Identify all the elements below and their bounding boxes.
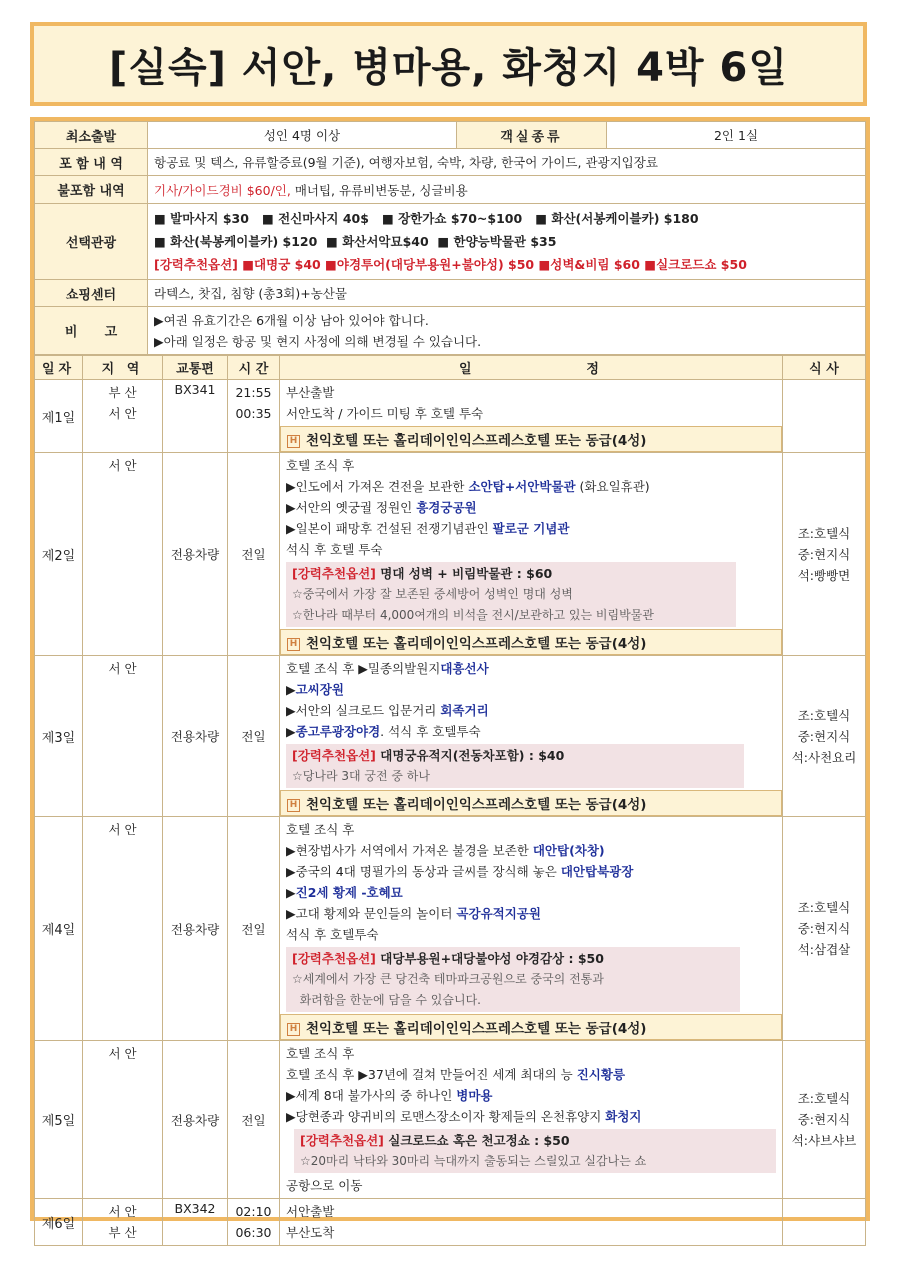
- day-label: 제4일: [35, 817, 83, 1041]
- excluded-rest-text: 매너팁, 유류비변동분, 싱글비용: [290, 182, 468, 198]
- min-departure-label: 최소출발: [35, 122, 148, 149]
- day-label: 제5일: [35, 1041, 83, 1199]
- schedule-cell: [280, 817, 783, 1041]
- schedule-line: [286, 903, 776, 924]
- text: ▶세계 8대 불가사의 중 하나인: [286, 1088, 457, 1103]
- region-cell: [83, 380, 163, 453]
- meal-dinner: 석:빵빵면: [797, 567, 851, 583]
- hotel-text: 천익호텔 또는 홀리데이인익스프레스호텔 또는 동급(4성): [306, 433, 647, 449]
- transport-cell: BX342: [163, 1199, 228, 1246]
- time-cell: [228, 1199, 280, 1246]
- text: (화요일휴관): [575, 479, 650, 494]
- option-tag: [강력추천옵션]: [292, 566, 376, 581]
- text: ▶서안의 실크로드 입문거리: [286, 703, 441, 718]
- schedule-cell: [280, 1041, 783, 1199]
- place-name: 소안탑+서안박물관: [468, 479, 576, 494]
- shopping-label: 쇼핑센터: [35, 280, 148, 307]
- schedule-cell: [280, 453, 783, 656]
- min-departure-value: 성인 4명 이상: [148, 122, 457, 149]
- place-name: 고씨장원: [295, 682, 344, 697]
- option-box: [294, 1129, 776, 1173]
- option-tag: [강력추천옵션]: [300, 1133, 384, 1148]
- excluded-red-text: 기사/가이드경비 $60/인,: [154, 182, 291, 198]
- region-from: 서 안: [108, 1204, 137, 1219]
- day-row-2: [35, 453, 866, 656]
- optional-line-3: [강력추천옵션] ■대명궁 $40 ■야경투어(대당부용원+불야성) $50 ■성벽&비림 $60 ■실크로드쇼 $50: [154, 257, 747, 272]
- meal-breakfast: 조:호텔식: [797, 900, 851, 915]
- hotel-text: 천익호텔 또는 홀리데이인익스프레스호텔 또는 동급(4성): [306, 636, 647, 652]
- place-name: 곡강유적지공원: [456, 906, 541, 921]
- optional-line-2: ■ 화산(북봉케이블카) $120 ■ 화산서악묘$40 ■ 한양능박물관 $35: [154, 234, 557, 249]
- option-note: ☆세계에서 가장 큰 당건축 테마파크공원으로 중국의 전통과: [292, 972, 604, 986]
- schedule-line: 공항으로 이동: [286, 1178, 363, 1193]
- text: ▶서안의 옛궁궐 정원인: [286, 500, 417, 515]
- region-to: 부 산: [108, 1225, 137, 1240]
- place-name: 화청지: [605, 1109, 642, 1124]
- option-text: 대명궁유적지(전동차포함) : $40: [375, 748, 565, 763]
- header-meal: 식 사: [783, 356, 866, 380]
- meal-dinner: 석:사천요리: [791, 749, 857, 765]
- day-label: 제6일: [35, 1199, 83, 1246]
- remarks-value: [148, 307, 866, 355]
- info-table: [34, 121, 866, 355]
- region-cell: 서 안: [83, 453, 163, 656]
- meal-cell: [783, 1199, 866, 1246]
- text: 호텔 조식 후 ▶밀종의발원지: [286, 661, 441, 676]
- header-transport: 교통편: [163, 356, 228, 380]
- time-cell: 전일: [228, 1041, 280, 1199]
- hotel-info: [280, 790, 782, 816]
- hotel-info: [280, 629, 782, 655]
- schedule-line: [286, 840, 776, 861]
- schedule-line: 석식 후 호텔 투숙: [286, 542, 383, 557]
- schedule-cell: [280, 380, 783, 453]
- meal-breakfast: 조:호텔식: [797, 525, 851, 541]
- hotel-icon: H: [287, 435, 300, 448]
- included-value: 항공료 및 텍스, 유류할증료(9월 기준), 여행자보험, 숙박, 차량, 한국어 가이드, 관광지입장료: [148, 149, 866, 176]
- remarks-label: 비 고: [35, 307, 148, 355]
- place-name: 종고루광장야경: [295, 724, 381, 739]
- meal-lunch: 중:현지식: [797, 1112, 851, 1127]
- text: ▶중국의 4대 명필가의 동상과 글씨를 장식해 놓은: [286, 864, 561, 879]
- meal-lunch: 중:현지식: [797, 921, 851, 936]
- place-name: 회족거리: [440, 703, 489, 718]
- schedule-cell: [280, 1199, 783, 1246]
- hotel-info: [280, 1014, 782, 1040]
- place-name: 병마용: [456, 1088, 493, 1103]
- optional-line-1: ■ 발마사지 $30 ■ 전신마사지 40$ ■ 장한가쇼 $70~$100 ■ 화산(서봉케이블카) $180: [154, 211, 699, 226]
- schedule-line: [286, 882, 776, 903]
- meal-cell: [783, 380, 866, 453]
- schedule-line: [286, 861, 776, 882]
- day-row-3: [35, 656, 866, 817]
- option-note: ☆당나라 3대 궁전 중 하나: [292, 769, 430, 783]
- remarks-line-2: ▶아래 일정은 항공 및 현지 사정에 의해 변경될 수 있습니다.: [154, 333, 482, 349]
- remarks-line-1: ▶여권 유효기간은 6개월 이상 남아 있어야 합니다.: [154, 312, 429, 328]
- room-type-value: 2인 1실: [607, 122, 866, 149]
- schedule-line: 서안출발: [286, 1204, 335, 1219]
- meal-breakfast: 조:호텔식: [797, 1091, 851, 1106]
- text: ▶: [286, 885, 296, 900]
- itinerary-sheet: [30, 117, 870, 1240]
- time-cell: 전일: [228, 656, 280, 817]
- option-text: 실크로드쇼 혹은 천고정쇼 : $50: [383, 1133, 570, 1148]
- option-note: 화려함을 한눈에 담을 수 있습니다.: [292, 993, 481, 1007]
- option-tag: [강력추천옵션]: [292, 951, 376, 966]
- optional-label: 선택관광: [35, 204, 148, 280]
- schedule-cell: [280, 656, 783, 817]
- schedule-line: [286, 497, 776, 518]
- place-name: 흥경궁공원: [416, 500, 477, 515]
- schedule-line: 호텔 조식 후: [286, 822, 355, 837]
- text: 호텔 조식 후 ▶37년에 걸쳐 만들어진 세계 최대의 능: [286, 1067, 577, 1082]
- day-row-1: [35, 380, 866, 453]
- schedule-line: 석식 후 호텔투숙: [286, 927, 379, 942]
- excluded-label: 불포함 내역: [35, 176, 148, 204]
- option-tag: [강력추천옵션]: [292, 748, 376, 763]
- region-from: 부 산: [108, 385, 137, 400]
- time-cell: [228, 380, 280, 453]
- time-arrive: 00:35: [235, 406, 272, 421]
- option-text: 대당부용원+대당불야성 야경감상 : $50: [375, 951, 604, 966]
- header-schedule: 일 정: [280, 356, 783, 380]
- transport-cell: 전용차량: [163, 1041, 228, 1199]
- time-depart: 02:10: [235, 1204, 272, 1219]
- text: . 석식 후 호텔투숙: [380, 724, 481, 739]
- place-name: 진시황릉: [576, 1067, 626, 1082]
- text: ▶: [286, 682, 296, 697]
- time-depart: 21:55: [235, 385, 272, 400]
- day-label: 제2일: [35, 453, 83, 656]
- transport-cell: BX341: [163, 380, 228, 453]
- meal-dinner: 석:삼겹살: [797, 942, 851, 957]
- schedule-line: [286, 476, 776, 497]
- header-day: 일자: [35, 356, 83, 380]
- place-name: 대흥선사: [440, 661, 489, 676]
- place-name: 팔로군 기념관: [492, 521, 570, 536]
- region-cell: [83, 1199, 163, 1246]
- day-label: 제1일: [35, 380, 83, 453]
- day-row-6: [35, 1199, 866, 1246]
- title-banner: [30, 22, 867, 106]
- schedule-line: 호텔 조식 후: [286, 1046, 355, 1061]
- text: ▶인도에서 가져온 견전을 보관한: [286, 479, 469, 494]
- day-label: 제3일: [35, 656, 83, 817]
- schedule-line: [286, 679, 776, 700]
- option-note: ☆20마리 낙타와 30마리 늑대까지 출동되는 스릴있고 실감나는 쇼: [300, 1154, 647, 1168]
- hotel-icon: H: [287, 1023, 300, 1036]
- text: ▶일본이 패망후 건설된 전쟁기념관인: [286, 521, 493, 536]
- region-cell: 서 안: [83, 656, 163, 817]
- time-cell: 전일: [228, 817, 280, 1041]
- schedule-line: [286, 1106, 776, 1127]
- time-arrive: 06:30: [235, 1225, 272, 1240]
- day-row-4: [35, 817, 866, 1041]
- text: ▶현장법사가 서역에서 가져온 불경을 보존한: [286, 843, 533, 858]
- schedule-line: [286, 658, 776, 679]
- room-type-label: 객실종류: [457, 122, 607, 149]
- meal-dinner: 석:샤브샤브: [791, 1133, 857, 1148]
- optional-value: [148, 204, 866, 280]
- excluded-value: [148, 176, 866, 204]
- meal-breakfast: 조:호텔식: [797, 707, 851, 723]
- schedule-line: 서안도착 / 가이드 미팅 후 호텔 투숙: [286, 406, 484, 421]
- meal-lunch: 중:현지식: [797, 728, 851, 744]
- hotel-text: 천익호텔 또는 홀리데이인익스프레스호텔 또는 동급(4성): [306, 1021, 647, 1037]
- meal-lunch: 중:현지식: [797, 546, 851, 562]
- page-title: [실속] 서안, 병마용, 화청지 4박 6일: [109, 44, 788, 91]
- shopping-value: 라텍스, 찻집, 침향 (총3회)+농산물: [148, 280, 866, 307]
- schedule-line: 호텔 조식 후: [286, 458, 355, 473]
- meal-cell: [783, 1041, 866, 1199]
- option-box: [286, 744, 744, 788]
- transport-cell: 전용차량: [163, 453, 228, 656]
- text: ▶: [286, 724, 296, 739]
- schedule-line: [286, 518, 776, 539]
- included-label: 포 함 내 역: [35, 149, 148, 176]
- schedule-line: [286, 1064, 776, 1085]
- meal-cell: [783, 453, 866, 656]
- option-box: [286, 947, 740, 1012]
- region-to: 서 안: [108, 406, 137, 421]
- place-name: 대안탑북광장: [560, 864, 634, 879]
- text: ▶당현종과 양귀비의 로맨스장소이자 황제들의 온천휴양지: [286, 1109, 606, 1124]
- schedule-line: 부산도착: [286, 1225, 335, 1240]
- meal-cell: [783, 817, 866, 1041]
- option-note: ☆중국에서 가장 잘 보존된 중세방어 성벽인 명대 성벽: [292, 587, 573, 601]
- region-cell: 서 안: [83, 817, 163, 1041]
- text: ▶고대 황제와 문인들의 놀이터: [286, 906, 457, 921]
- meal-cell: [783, 656, 866, 817]
- schedule-line: [286, 721, 776, 742]
- schedule-line: [286, 700, 776, 721]
- header-time: 시 간: [228, 356, 280, 380]
- schedule-table: [34, 355, 866, 1246]
- schedule-line: [286, 1085, 776, 1106]
- transport-cell: 전용차량: [163, 656, 228, 817]
- hotel-text: 천익호텔 또는 홀리데이인익스프레스호텔 또는 동급(4성): [306, 797, 647, 813]
- hotel-icon: H: [287, 638, 300, 651]
- header-region: 지 역: [83, 356, 163, 380]
- hotel-info: [280, 426, 782, 452]
- transport-cell: 전용차량: [163, 817, 228, 1041]
- region-cell: 서 안: [83, 1041, 163, 1199]
- hotel-icon: H: [287, 799, 300, 812]
- option-text: 명대 성벽 + 비림박물관 : $60: [375, 566, 553, 581]
- schedule-line: 부산출발: [286, 385, 335, 400]
- place-name: 진2세 황제 -호혜묘: [295, 885, 403, 900]
- option-box: [286, 562, 736, 627]
- place-name: 대안탑(차창): [532, 843, 605, 858]
- option-note: ☆한나라 때부터 4,000여개의 비석을 전시/보관하고 있는 비림박물관: [292, 608, 654, 622]
- day-row-5: [35, 1041, 866, 1199]
- time-cell: 전일: [228, 453, 280, 656]
